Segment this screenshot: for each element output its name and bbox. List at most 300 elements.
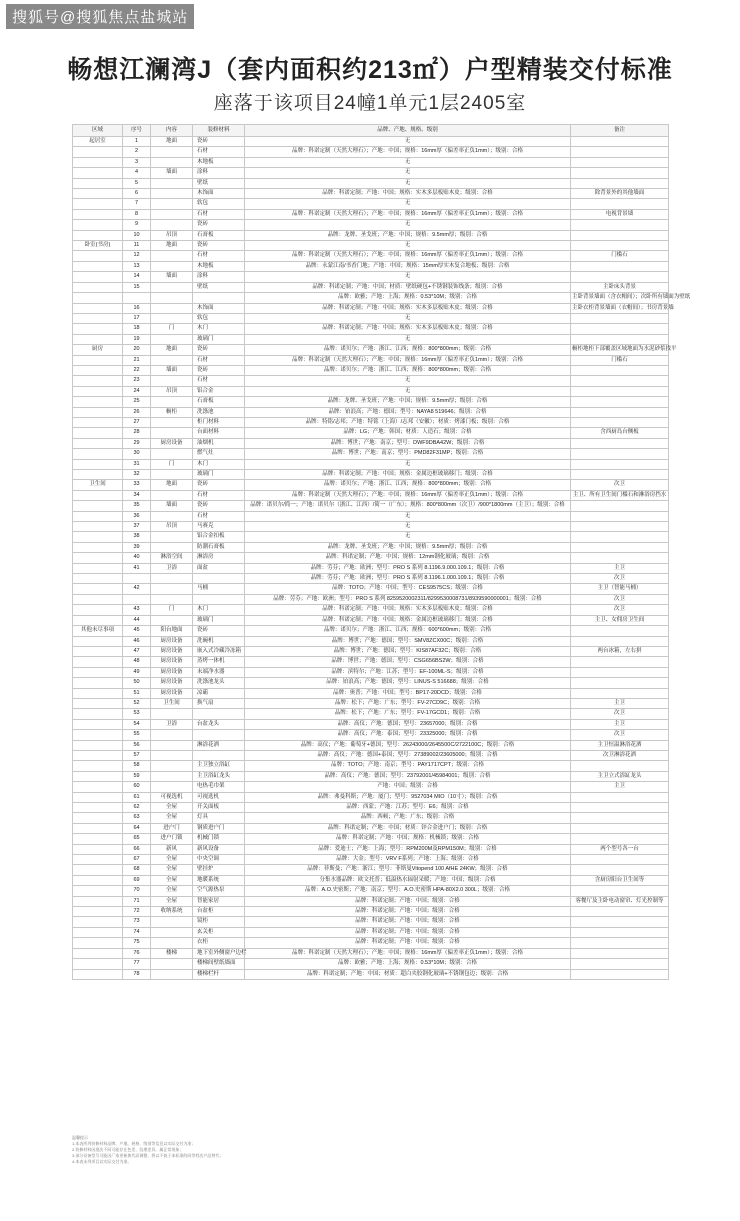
table-row	[73, 303, 669, 313]
cell-area	[73, 917, 123, 927]
cell-spec: 无	[245, 178, 571, 188]
cell-spec: 品牌：欧雅；产地：上海；规格：0.53*10M；级别：合格	[245, 293, 571, 303]
cell-material: 马赛克	[193, 522, 245, 532]
cell-content	[151, 771, 193, 781]
cell-spec: 品牌：科诺定制；产地：中国；材质：壁纸硬包+不锈钢装饰线条；级别：合格	[245, 282, 571, 292]
cell-content	[151, 334, 193, 344]
footnote-line: 温馨提示	[72, 1135, 88, 1140]
cell-material: 瓷砖	[193, 626, 245, 636]
cell-material: 新风设备	[193, 844, 245, 854]
cell-remark	[571, 365, 669, 375]
cell-index: 36	[123, 511, 151, 521]
cell-index: 13	[123, 261, 151, 271]
cell-content	[151, 542, 193, 552]
cell-index: 48	[123, 657, 151, 667]
table-row	[73, 771, 669, 781]
cell-spec: 品牌：铂浪高；产地：德国；型号：LINUS-S 516688；级别：合格	[245, 678, 571, 688]
cell-index: 10	[123, 230, 151, 240]
cell-material: 瓷砖	[193, 501, 245, 511]
cell-remark: 主卧背景墙面（含衣帽间）；次卧所有墙面为壁纸	[571, 293, 669, 303]
cell-remark: 含厨房阳台卫生间等	[571, 875, 669, 885]
cell-index: 24	[123, 386, 151, 396]
cell-content	[151, 282, 193, 292]
table-row	[73, 251, 669, 261]
cell-area	[73, 823, 123, 833]
cell-content	[151, 532, 193, 542]
cell-material: 可视选机	[193, 792, 245, 802]
cell-index: 56	[123, 740, 151, 750]
cell-spec: 无	[245, 522, 571, 532]
table-row	[73, 272, 669, 282]
cell-area	[73, 865, 123, 875]
cell-remark: 客餐厅及主卧电动窗帘、灯光控制等	[571, 896, 669, 906]
cell-content	[151, 938, 193, 948]
cell-content: 地面	[151, 480, 193, 490]
cell-spec: 品牌：科诺定制（天然大理石）；产地：中国；规格：16mm厚（偏差率正负1mm）；级别：合格	[245, 490, 571, 500]
cell-spec: 品牌：科诺定制；产地：中国；级别：合格	[245, 938, 571, 948]
cell-area: 起居室	[73, 137, 123, 147]
table-row	[73, 511, 669, 521]
table-row	[73, 719, 669, 729]
cell-remark	[571, 678, 669, 688]
table-row	[73, 470, 669, 480]
table-row	[73, 740, 669, 750]
cell-spec: 品牌：龙牌、圣戈班；产地：中国；规格：9.5mm厚；级别：合格	[245, 230, 571, 240]
cell-index: 1	[123, 137, 151, 147]
cell-area	[73, 896, 123, 906]
cell-remark: 次卫	[571, 709, 669, 719]
cell-content: 全屋	[151, 813, 193, 823]
cell-spec: 无	[245, 220, 571, 230]
cell-spec: 品牌：高仪；产地：德国；型号：23657000；级别：合格	[245, 719, 571, 729]
cell-spec: 品牌：科诺定制；产地：中国；材质：锌合金进户门；级别：合格	[245, 823, 571, 833]
table-row	[73, 532, 669, 542]
cell-index: 46	[123, 636, 151, 646]
table-row	[73, 834, 669, 844]
cell-index: 20	[123, 345, 151, 355]
cell-area	[73, 147, 123, 157]
cell-material: 马桶	[193, 584, 245, 594]
cell-area	[73, 927, 123, 937]
cell-content: 可视选机	[151, 792, 193, 802]
cell-spec: 品牌：大金；型号：VRV F系列；产地：上海；级别：合格	[245, 855, 571, 865]
cell-remark: 两个型号各一台	[571, 844, 669, 854]
cell-index: 28	[123, 428, 151, 438]
cell-index: 77	[123, 959, 151, 969]
cell-area	[73, 730, 123, 740]
cell-remark: 橱柜地柜下部覆盖区域地面为水泥砂浆找平	[571, 345, 669, 355]
cell-spec: 品牌：高仪；产地：葡萄牙+德国；型号：26243000/2645500C/2722100C；级别：合格	[245, 740, 571, 750]
table-row	[73, 365, 669, 375]
cell-material	[193, 574, 245, 584]
cell-content: 厨房设备	[151, 667, 193, 677]
table-row	[73, 865, 669, 875]
table-row	[73, 844, 669, 854]
cell-spec: 无	[245, 532, 571, 542]
cell-index: 27	[123, 417, 151, 427]
cell-material: 蒸烤一体机	[193, 657, 245, 667]
cell-index: 31	[123, 459, 151, 469]
cell-area	[73, 709, 123, 719]
cell-index: 59	[123, 771, 151, 781]
cell-index: 25	[123, 397, 151, 407]
cell-area	[73, 511, 123, 521]
cell-content: 吊顶	[151, 522, 193, 532]
cell-content: 全屋	[151, 855, 193, 865]
table-row	[73, 199, 669, 209]
cell-spec: 无	[245, 199, 571, 209]
cell-content	[151, 261, 193, 271]
cell-index: 22	[123, 365, 151, 375]
cell-area	[73, 407, 123, 417]
table-row	[73, 709, 669, 719]
cell-remark	[571, 261, 669, 271]
cell-index: 19	[123, 334, 151, 344]
cell-remark: 次卫	[571, 574, 669, 584]
table-row	[73, 417, 669, 427]
cell-material: 瓷砖	[193, 220, 245, 230]
cell-material: 玄关柜	[193, 927, 245, 937]
cell-content: 门	[151, 605, 193, 615]
cell-area: 其他未尽事项	[73, 626, 123, 636]
cell-remark	[571, 334, 669, 344]
cell-area	[73, 636, 123, 646]
cell-spec: 品牌：科诺定制（天然大理石）；产地：中国；规格：16mm厚（偏差率正负1mm）；级别：合格	[245, 209, 571, 219]
cell-area	[73, 157, 123, 167]
cell-remark	[571, 761, 669, 771]
cell-material: 石材	[193, 376, 245, 386]
cell-material: 石材	[193, 511, 245, 521]
cell-remark	[571, 636, 669, 646]
cell-index: 71	[123, 896, 151, 906]
cell-content	[151, 969, 193, 979]
watermark: 搜狐号@搜狐焦点盐城站	[6, 4, 194, 29]
cell-material: 木门	[193, 605, 245, 615]
table-row	[73, 293, 669, 303]
header-content: 内容	[151, 125, 193, 137]
cell-remark	[571, 501, 669, 511]
cell-content	[151, 750, 193, 760]
cell-material: 电热毛巾架	[193, 782, 245, 792]
cell-area	[73, 938, 123, 948]
cell-index: 32	[123, 470, 151, 480]
cell-remark	[571, 241, 669, 251]
cell-index: 2	[123, 147, 151, 157]
cell-remark	[571, 470, 669, 480]
footnote-line: 1.本表所列装修材料品牌、产地、规格、级别等信息以实际交付为准；	[72, 1141, 196, 1146]
cell-spec: 品牌：TOTO；产地：南京；型号：PAY1717CPT；级别：合格	[245, 761, 571, 771]
cell-remark: 主卫	[571, 698, 669, 708]
cell-remark	[571, 324, 669, 334]
table-row	[73, 345, 669, 355]
cell-spec: 品牌：龙牌、圣戈班；产地：中国；规格：9.5mm厚；级别：合格	[245, 542, 571, 552]
cell-material: 面盆	[193, 563, 245, 573]
cell-content: 门	[151, 459, 193, 469]
cell-index: 55	[123, 730, 151, 740]
cell-content	[151, 615, 193, 625]
header-material: 装修材料	[193, 125, 245, 137]
table-row	[73, 688, 669, 698]
cell-remark	[571, 948, 669, 958]
cell-area	[73, 761, 123, 771]
cell-material: 地暖系统	[193, 875, 245, 885]
cell-area	[73, 886, 123, 896]
table-row	[73, 209, 669, 219]
cell-index: 14	[123, 272, 151, 282]
cell-spec: 品牌：科诺定制；产地：中国；规格：实木多层板贴木皮；级别：合格	[245, 605, 571, 615]
table-row	[73, 855, 669, 865]
cell-area	[73, 574, 123, 584]
cell-index: 76	[123, 948, 151, 958]
cell-remark	[571, 792, 669, 802]
cell-content: 墙面	[151, 272, 193, 282]
cell-material: 涂料	[193, 168, 245, 178]
cell-material: 主卫浴缸龙头	[193, 771, 245, 781]
cell-spec: 无	[245, 511, 571, 521]
table-row	[73, 813, 669, 823]
cell-spec: 无	[245, 272, 571, 282]
cell-index: 6	[123, 189, 151, 199]
cell-remark	[571, 199, 669, 209]
cell-spec: 无	[245, 386, 571, 396]
cell-remark: 主卫	[571, 719, 669, 729]
cell-spec: 品牌：弗曼科斯；产地：厦门；型号：9527034 MIO（10寸）；级别：合格	[245, 792, 571, 802]
cell-spec: 品牌：科诺定制；产地：中国；级别：合格	[245, 927, 571, 937]
cell-index: 43	[123, 605, 151, 615]
cell-spec: 品牌：科诺定制；产地：中国；规格：机械锁；级别：合格	[245, 834, 571, 844]
cell-material	[193, 594, 245, 604]
cell-material: 中央空调	[193, 855, 245, 865]
table-row	[73, 678, 669, 688]
cell-spec: 品牌：特铭/志邦；产地：特铭（上海）/志邦（安徽）；材质：烤漆门板；级别：合格	[245, 417, 571, 427]
cell-material: 楼梯栏杆	[193, 969, 245, 979]
cell-spec: 品牌：西顿；产地：广东；级别：合格	[245, 813, 571, 823]
cell-remark: 次卫	[571, 594, 669, 604]
cell-index: 33	[123, 480, 151, 490]
cell-area	[73, 397, 123, 407]
cell-content	[151, 730, 193, 740]
cell-index: 51	[123, 688, 151, 698]
cell-index: 54	[123, 719, 151, 729]
cell-index: 7	[123, 199, 151, 209]
cell-remark	[571, 927, 669, 937]
cell-remark: 主卫	[571, 782, 669, 792]
table-row	[73, 261, 669, 271]
cell-index: 4	[123, 168, 151, 178]
cell-area	[73, 667, 123, 677]
cell-area	[73, 490, 123, 500]
cell-area	[73, 657, 123, 667]
cell-remark: 主卫、所有卫生间门槛石和淋浴房挡水	[571, 490, 669, 500]
cell-content	[151, 220, 193, 230]
cell-remark	[571, 626, 669, 636]
cell-spec: 品牌：科诺定制（天然大理石）；产地：中国；规格：16mm厚（偏差率正负1mm）；级别：合格	[245, 355, 571, 365]
table-row	[73, 490, 669, 500]
table-row	[73, 157, 669, 167]
table-row	[73, 137, 669, 147]
cell-spec: 品牌：劳芬；产地：欧洲；型号：PRO S 系列 8.1196.1.000.109.1；级别：合格	[245, 574, 571, 584]
cell-remark	[571, 230, 669, 240]
cell-spec: 品牌：诺贝尔；产地：浙江、江西；规格：600*600mm；级别：合格	[245, 626, 571, 636]
table-row	[73, 386, 669, 396]
cell-area	[73, 449, 123, 459]
cell-material: 壁纸	[193, 178, 245, 188]
cell-material: 木门	[193, 459, 245, 469]
table-row	[73, 178, 669, 188]
cell-content: 全屋	[151, 875, 193, 885]
cell-index: 78	[123, 969, 151, 979]
cell-area	[73, 220, 123, 230]
cell-remark	[571, 522, 669, 532]
page-title: 畅想江澜湾J（套内面积约213㎡）户型精装交付标准	[67, 56, 673, 84]
cell-area	[73, 272, 123, 282]
cell-material: 石材	[193, 355, 245, 365]
cell-content: 进户门锁	[151, 834, 193, 844]
cell-index: 29	[123, 438, 151, 448]
cell-content	[151, 293, 193, 303]
table-row	[73, 282, 669, 292]
cell-spec: 品牌：博世；产地：德国；型号：KIS87AF32C；级别：合格	[245, 646, 571, 656]
table-row	[73, 449, 669, 459]
cell-index: 52	[123, 698, 151, 708]
cell-remark	[571, 157, 669, 167]
cell-content	[151, 470, 193, 480]
table-row	[73, 459, 669, 469]
cell-remark: 次卫	[571, 480, 669, 490]
cell-area	[73, 969, 123, 979]
cell-content	[151, 428, 193, 438]
cell-area	[73, 199, 123, 209]
table-row	[73, 803, 669, 813]
cell-spec: 品牌：爱迪士；产地：上海；型号：RPM200M及RPM150M；级别：合格	[245, 844, 571, 854]
cell-material: 智能家居	[193, 896, 245, 906]
cell-content	[151, 157, 193, 167]
table-row	[73, 657, 669, 667]
cell-spec: 无	[245, 334, 571, 344]
table-row	[73, 615, 669, 625]
cell-index: 8	[123, 209, 151, 219]
cell-content	[151, 313, 193, 323]
cell-content	[151, 574, 193, 584]
cell-spec: 分集水器品牌：欧文托普；低温热水辐射采暖；产地：中国；级别：合格	[245, 875, 571, 885]
cell-content	[151, 199, 193, 209]
cell-content: 全屋	[151, 803, 193, 813]
cell-area	[73, 313, 123, 323]
table-row	[73, 750, 669, 760]
cell-remark	[571, 376, 669, 386]
cell-area	[73, 907, 123, 917]
cell-spec: 品牌：科诺定制；产地：中国；规格：金属边框玻璃移门；级别：合格	[245, 615, 571, 625]
table-row	[73, 189, 669, 199]
cell-remark	[571, 459, 669, 469]
cell-index: 3	[123, 157, 151, 167]
table-row	[73, 792, 669, 802]
cell-remark	[571, 865, 669, 875]
cell-material: 瓷砖	[193, 137, 245, 147]
table-header-row	[73, 125, 669, 137]
cell-area	[73, 355, 123, 365]
cell-material: 石材	[193, 251, 245, 261]
table-row	[73, 927, 669, 937]
table-row	[73, 948, 669, 958]
cell-area: 厨房	[73, 345, 123, 355]
table-row	[73, 376, 669, 386]
header-area: 区域	[73, 125, 123, 137]
cell-index: 34	[123, 490, 151, 500]
cell-area	[73, 740, 123, 750]
cell-remark: 主卫	[571, 563, 669, 573]
cell-material: 壁纸	[193, 282, 245, 292]
cell-spec: 品牌：科诺定制（天然大理石）；产地：中国；规格：16mm厚（偏差率正负1mm）；级别：合格	[245, 948, 571, 958]
cell-material: 瓷砖	[193, 480, 245, 490]
cell-content: 进户门	[151, 823, 193, 833]
cell-area	[73, 542, 123, 552]
cell-spec: 品牌：博世；产地：南京；型号：PMD82F31MP；级别：合格	[245, 449, 571, 459]
cell-material: 石材	[193, 209, 245, 219]
cell-area	[73, 417, 123, 427]
cell-material: 玻璃门	[193, 334, 245, 344]
cell-index: 60	[123, 782, 151, 792]
cell-remark	[571, 449, 669, 459]
cell-index: 17	[123, 313, 151, 323]
cell-material: 瓷砖	[193, 345, 245, 355]
cell-spec: 品牌：诺贝尔；产地：浙江、江西；规格：800*800mm；级别：合格	[245, 365, 571, 375]
table-row	[73, 605, 669, 615]
cell-area	[73, 209, 123, 219]
table-row	[73, 522, 669, 532]
cell-remark	[571, 313, 669, 323]
table-row	[73, 438, 669, 448]
cell-area	[73, 501, 123, 511]
cell-remark: 主卫（智能马桶）	[571, 584, 669, 594]
cell-material: 机械门锁	[193, 834, 245, 844]
cell-area	[73, 303, 123, 313]
table-row	[73, 355, 669, 365]
table-row	[73, 168, 669, 178]
cell-material: 石材	[193, 490, 245, 500]
cell-remark: 门槛石	[571, 251, 669, 261]
table-row	[73, 584, 669, 594]
table-row	[73, 324, 669, 334]
table-row	[73, 542, 669, 552]
cell-area	[73, 386, 123, 396]
cell-remark	[571, 667, 669, 677]
cell-material: 楼梯间壁纸墙面	[193, 959, 245, 969]
cell-index: 75	[123, 938, 151, 948]
table-row	[73, 594, 669, 604]
cell-content: 地面	[151, 345, 193, 355]
cell-index	[123, 594, 151, 604]
table-row	[73, 230, 669, 240]
cell-area	[73, 771, 123, 781]
cell-content: 全屋	[151, 896, 193, 906]
cell-spec: 品牌：博世；产地：德国；型号：CSG656BS2W；级别：合格	[245, 657, 571, 667]
cell-remark: 主卫、女佣房卫生间	[571, 615, 669, 625]
cell-material: 石膏板	[193, 397, 245, 407]
table-row	[73, 501, 669, 511]
cell-content	[151, 251, 193, 261]
cell-material: 铝合金扣板	[193, 532, 245, 542]
header-remark: 备注	[571, 125, 669, 137]
cell-material: 涂料	[193, 272, 245, 282]
cell-spec: 品牌：诺贝尔；产地：浙江、江西；规格：800*800mm；级别：合格	[245, 345, 571, 355]
cell-index: 61	[123, 792, 151, 802]
cell-index: 62	[123, 803, 151, 813]
cell-content: 厨房设备	[151, 657, 193, 667]
cell-remark	[571, 272, 669, 282]
cell-remark	[571, 178, 669, 188]
cell-area	[73, 563, 123, 573]
